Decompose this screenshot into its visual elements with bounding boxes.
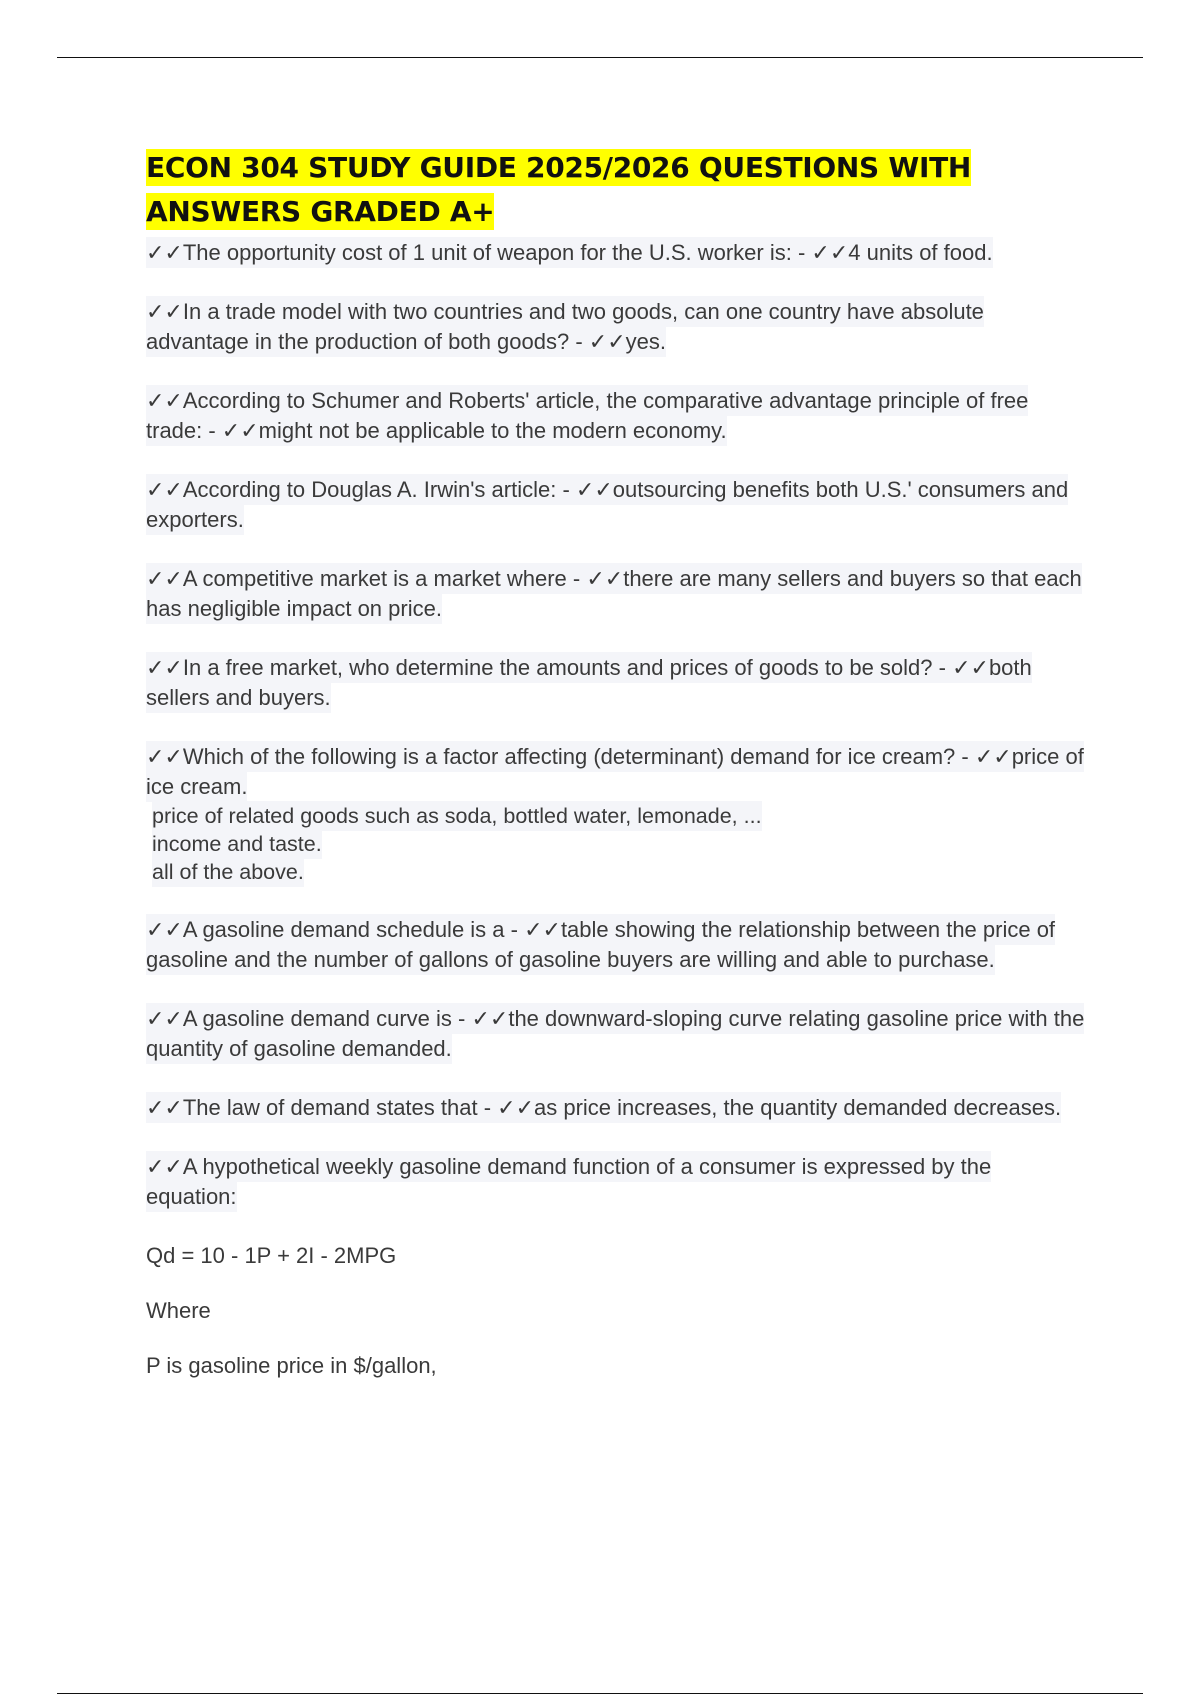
qa-text: ✓✓A gasoline demand curve is - ✓✓the downward-sloping curve relating gasoline price with the quantity of gasoline demanded. (146, 1003, 1084, 1064)
qa-text: ✓✓A competitive market is a market where - ✓✓there are many sellers and buyers so that each has negligible impact on price. (146, 563, 1082, 624)
qa-item (146, 742, 1086, 886)
qa-text: ✓✓According to Schumer and Roberts' article, the comparative advantage principle of free trade: - ✓✓might not be applicable to the modern economy. (146, 385, 1028, 446)
qa-sub-option (146, 830, 1086, 858)
qa-sub-option-text: all of the above. (152, 857, 304, 887)
document-body (146, 146, 1086, 1406)
qa-sub-option (146, 858, 1086, 886)
qa-text: ✓✓In a free market, who determine the amounts and prices of goods to be sold? - ✓✓both sellers and buyers. (146, 652, 1032, 713)
qa-text: ✓✓According to Douglas A. Irwin's article: - ✓✓outsourcing benefits both U.S.' consumers and exporters. (146, 474, 1068, 535)
qa-item (146, 238, 1086, 268)
qa-sub-option-text: income and taste. (152, 829, 322, 859)
qa-item (146, 1093, 1086, 1123)
qa-text: ✓✓Which of the following is a factor affecting (determinant) demand for ice cream? - ✓✓price of ice cream. (146, 741, 1084, 802)
qa-text: ✓✓The opportunity cost of 1 unit of weapon for the U.S. worker is: - ✓✓4 units of food. (146, 237, 993, 268)
qa-item (146, 653, 1086, 713)
definition-p: P is gasoline price in $/gallon, (146, 1353, 437, 1378)
qa-text: ✓✓A gasoline demand schedule is a - ✓✓table showing the relationship between the price of gasoline and the number of gallons of gasoline buyers are willing and able to purchase. (146, 914, 1055, 975)
qa-item (146, 386, 1086, 446)
qa-item (146, 564, 1086, 624)
qa-text: ✓✓In a trade model with two countries and two goods, can one country have absolute advantage in the production of both goods? - ✓✓yes. (146, 296, 984, 357)
qa-item (146, 297, 1086, 357)
qa-sub-option-text: price of related goods such as soda, bottled water, lemonade, ... (152, 801, 762, 831)
qa-item (146, 915, 1086, 975)
where-label: Where (146, 1298, 211, 1323)
qa-sub-option (146, 802, 1086, 830)
equation-text: Qd = 10 - 1P + 2I - 2MPG (146, 1243, 397, 1268)
qa-item (146, 1004, 1086, 1064)
top-rule (57, 57, 1143, 58)
qa-item (146, 475, 1086, 535)
qa-text: ✓✓A hypothetical weekly gasoline demand function of a consumer is expressed by the equation: (146, 1151, 991, 1212)
qa-text: ✓✓The law of demand states that - ✓✓as price increases, the quantity demanded decreases. (146, 1092, 1061, 1123)
bottom-rule (57, 1693, 1143, 1694)
qa-item (146, 1152, 1086, 1212)
qa-list (146, 238, 1086, 1212)
document-title: ECON 304 STUDY GUIDE 2025/2026 QUESTIONS WITH ANSWERS GRADED A+ (146, 151, 972, 228)
